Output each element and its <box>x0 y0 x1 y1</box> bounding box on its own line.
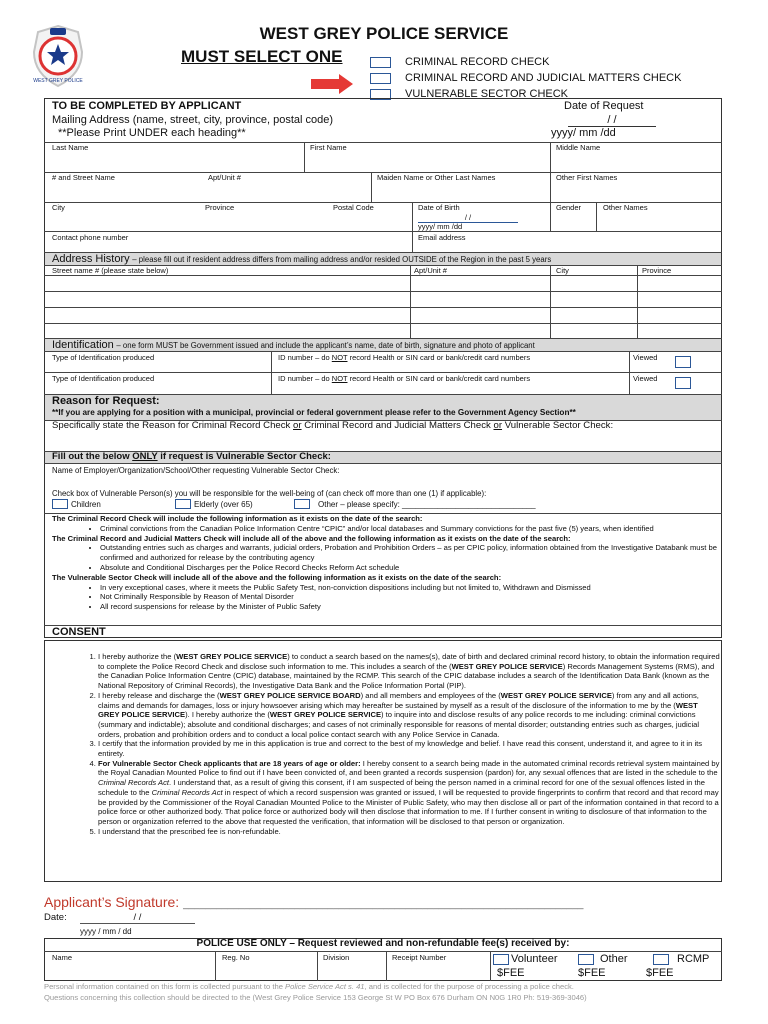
gender-field[interactable]: Gender <box>556 203 582 212</box>
check-type-options <box>370 54 681 102</box>
id-type-field-2[interactable]: Type of Identification produced <box>52 374 155 383</box>
reason-heading: Reason for Request: <box>52 395 160 407</box>
dob-label: Date of Birth <box>418 203 460 212</box>
vulnerable-persons-note: Check box of Vulnerable Person(s) you will be responsible for the well-being of (can check off more than one (1) if applicable): <box>52 489 487 498</box>
privacy-notice: Personal information contained on this form is collected pursuant to the Police Service Act s. 41, and is collected for the purpose of processing a police check. <box>44 982 574 991</box>
email-field[interactable]: Email address <box>418 233 466 242</box>
viewed-checkbox-1[interactable] <box>675 356 691 368</box>
maiden-name-field[interactable]: Maiden Name or Other Last Names <box>377 173 496 182</box>
id-number-field-1[interactable]: ID number – do NOT record Health or SIN card or bank/credit card numbers <box>278 353 531 362</box>
identification-heading: Identification – one form MUST be Government issued and include the applicant’s name, date of birth, signature and photo of applicant <box>52 339 535 351</box>
receipt-number-field[interactable]: Receipt Number <box>392 953 447 962</box>
criminal-record-checkbox[interactable] <box>370 57 391 68</box>
province-field[interactable]: Province <box>205 203 235 212</box>
apt-unit-field[interactable]: Apt/Unit # <box>208 173 241 182</box>
city-field[interactable]: City <box>52 203 65 212</box>
dob-format-hint: yyyy/ mm /dd <box>418 222 463 231</box>
last-name-field[interactable]: Last Name <box>52 143 89 152</box>
middle-name-field[interactable]: Middle Name <box>556 143 601 152</box>
address-history-heading: Address History – please fill out if resident address differs from mailing address and/or resided OUTSIDE of the Region in the past 5 years <box>52 253 552 265</box>
elderly-checkbox[interactable] <box>175 499 191 509</box>
other-first-names-field[interactable]: Other First Names <box>556 173 618 182</box>
must-select-label: MUST SELECT ONE <box>181 47 343 66</box>
street-field[interactable]: # and Street Name <box>52 173 115 182</box>
police-name-field[interactable]: Name <box>52 953 73 962</box>
postal-code-field[interactable]: Postal Code <box>333 203 374 212</box>
option-label: VULNERABLE SECTOR CHECK <box>405 88 569 100</box>
viewed-label: Viewed <box>633 374 658 383</box>
check-information-block: The Criminal Record Check will include the following information as it exists on the date of the search: • Criminal convictions from the Canadian Police Information Centre “CPIC” and/or local databases and Summary convictions for the past five (5) years, when identified The Criminal Record and Judicial Matters Check will include all of the above and the following information as it exists on the date of the search: • Outstanding entries such as charges and warrants, judicial orders, Probation and Prohibition Orders – as per CPIC policy, information obtained from the Investigative Databank must be confirmed and authorized for release by the contributing agency • Absolute and Conditional Discharges per the Police Record Checks Reform Act schedule The Vulnerable Sector Check will include all of the above and the following information as it exists on the date of the search: • In very exceptional cases, where it meets the Public Safety Test, non-conviction dispositions including but not limited to, Withdrawn and Dismissed • Not Criminally Responsible by Reason of Mental Disorder • All record suspensions for release by the Minister of Public Safety <box>52 514 722 612</box>
first-name-field[interactable]: First Name <box>310 143 347 152</box>
option-label: CRIMINAL RECORD AND JUDICIAL MATTERS CHECK <box>405 72 682 84</box>
consent-heading: CONSENT <box>52 626 106 638</box>
other-fee-label: Other <box>600 953 628 965</box>
other-specify-field[interactable]: Other – please specify: ______________________________ <box>318 499 536 509</box>
volunteer-fee: $FEE <box>497 967 525 979</box>
prev-apt-column: Apt/Unit # <box>414 266 447 275</box>
prev-street-column: Street name # (please state below) <box>52 266 169 275</box>
dob-field[interactable]: / / <box>418 213 518 223</box>
other-fee-checkbox[interactable] <box>578 954 594 965</box>
print-note: **Please Print UNDER each heading** <box>58 127 246 139</box>
logo-text: WEST GREY POLICE <box>33 78 83 84</box>
signature-line[interactable]: ________________________________________________________________________ <box>183 899 584 910</box>
prev-city-column: City <box>556 266 569 275</box>
children-label: Children <box>71 499 101 509</box>
volunteer-label: Volunteer <box>511 953 558 965</box>
contact-notice: Questions concerning this collection should be directed to the (West Grey Police Service 153 George St W PO Box 676 Durham ON N0G 1R0 Ph: 519-369-3046) <box>44 993 587 1002</box>
viewed-checkbox-2[interactable] <box>675 377 691 389</box>
date-format-hint: yyyy/ mm /dd <box>551 127 616 139</box>
children-checkbox[interactable] <box>52 499 68 509</box>
date-of-request-label: Date of Request <box>564 100 644 112</box>
reason-field[interactable]: Specifically state the Reason for Criminal Record Check or Criminal Record and Judicial Matters Check or Vulnerable Sector Check: <box>52 420 614 431</box>
page-title: WEST GREY POLICE SERVICE <box>259 24 509 43</box>
phone-field[interactable]: Contact phone number <box>52 233 129 242</box>
other-checkbox[interactable] <box>294 499 310 509</box>
rcmp-label: RCMP <box>677 953 710 965</box>
signature-date-label: Date: <box>44 912 67 923</box>
employer-field[interactable]: Name of Employer/Organization/School/Other requesting Vulnerable Sector Check: <box>52 466 340 475</box>
applicant-heading: TO BE COMPLETED BY APPLICANT <box>52 100 242 112</box>
other-fee: $FEE <box>578 967 606 979</box>
consent-list: 1. I hereby authorize the (WEST GREY POLICE SERVICE) to conduct a search based on the names(s), date of birth and declared criminal record history, to obtain the information required to complete the Police Record Check and disclose such information to me. This includes a search of the (WEST GREY POLICE SERVICE) Records Management Systems (RMS), and the Canadian Police Information Centre (CPIC) database, maintained by the RCMP. This search of the CPIC database includes a search of the Identification Data Bank (known as the National Repository of Criminal Records), the Investigative Data Bank and the Police Information Portal (PIP). 2. I hereby release and discharge the (WEST GREY POLICE SERVICE BOARD) and all members and employees of the (WEST GREY POLICE SERVICE) from any and all actions, claims and demands for damages, loss or injury howsoever arising which may hereafter be sustained by myself as a result of the disclosure of the information to me by the (WEST GREY POLICE SERVICE). I hereby authorize the (WEST GREY POLICE SERVICE) to inquire into and disclose results of any police records to me including: criminal convictions (summary and indictable); absolute and conditional discharges; and cases of not criminally responsible for reasons of mental disorder; outstanding entries such as charges, judicial orders, probation and prohibition orders and to conduct a local police contact search with any Police Service in Canada. 3. I certify that the information provided by me in this application is true and correct to the best of my knowledge and belief. I have read this consent, understand it, and agree to it in its entirety. 4. For Vulnerable Sector Check applicants that are 18 years of age or older: I hereby consent to a search being made in the automated criminal records retrieval system maintained by the Royal Canadian Mounted Police to find out if I have been convicted of, and been granted a records suspension (pardon) for, any sexual offences that are listed in the schedule to the Criminal Records Act. I understand that, as a result of giving this consent, if I am suspected of being the person named in a criminal record for one of the sexual offences listed in the schedule to the Criminal Records Act in respect of which a record suspension was granted or issued, I will be requested to provide fingerprints to confirm that record and that record may be provided by the Commissioner of the Royal Canadian Mounted Police to the Minister of Public Safety, who may then disclose all or part of the information contained in that record to a police force or other authorized body. That police force or authorized body will then disclose that information to me. If I further consent in writing to disclosure of that information to the person or organization referred to the above that requested the verification, that information will be disclosed to that person or organization. 5. I understand that the prescribed fee is non-refundable. <box>70 652 720 836</box>
prev-province-column: Province <box>642 266 672 275</box>
government-note: **If you are applying for a position with a municipal, provincial or federal government please refer to the Government Agency Section** <box>52 408 576 417</box>
rcmp-checkbox[interactable] <box>653 954 669 965</box>
id-type-field-1[interactable]: Type of Identification produced <box>52 353 155 362</box>
viewed-label: Viewed <box>633 353 658 362</box>
judicial-matters-checkbox[interactable] <box>370 73 391 84</box>
date-of-request-field[interactable]: / / <box>568 114 656 127</box>
vsc-only-heading: Fill out the below ONLY if request is Vulnerable Sector Check: <box>52 451 331 462</box>
signature-date-field[interactable]: / / <box>80 912 195 924</box>
rcmp-fee: $FEE <box>646 967 674 979</box>
police-reg-field[interactable]: Reg. No <box>222 953 250 962</box>
mailing-address-label: Mailing Address (name, street, city, province, postal code) <box>52 114 334 126</box>
police-division-field[interactable]: Division <box>323 953 350 962</box>
id-number-field-2[interactable]: ID number – do NOT record Health or SIN card or bank/credit card numbers <box>278 374 531 383</box>
other-names-field[interactable]: Other Names <box>603 203 648 212</box>
red-arrow-icon <box>311 74 353 94</box>
police-use-heading: POLICE USE ONLY – Request reviewed and non-refundable fee(s) received by: <box>196 938 570 949</box>
signature-date-format: yyyy / mm / dd <box>80 927 132 936</box>
option-label: CRIMINAL RECORD CHECK <box>405 56 550 68</box>
applicant-signature-label: Applicant’s Signature: ________________________________________________________________________ <box>44 894 584 910</box>
volunteer-checkbox[interactable] <box>493 954 509 965</box>
elderly-label: Elderly (over 65) <box>194 499 253 509</box>
vulnerable-persons-options <box>52 499 536 509</box>
